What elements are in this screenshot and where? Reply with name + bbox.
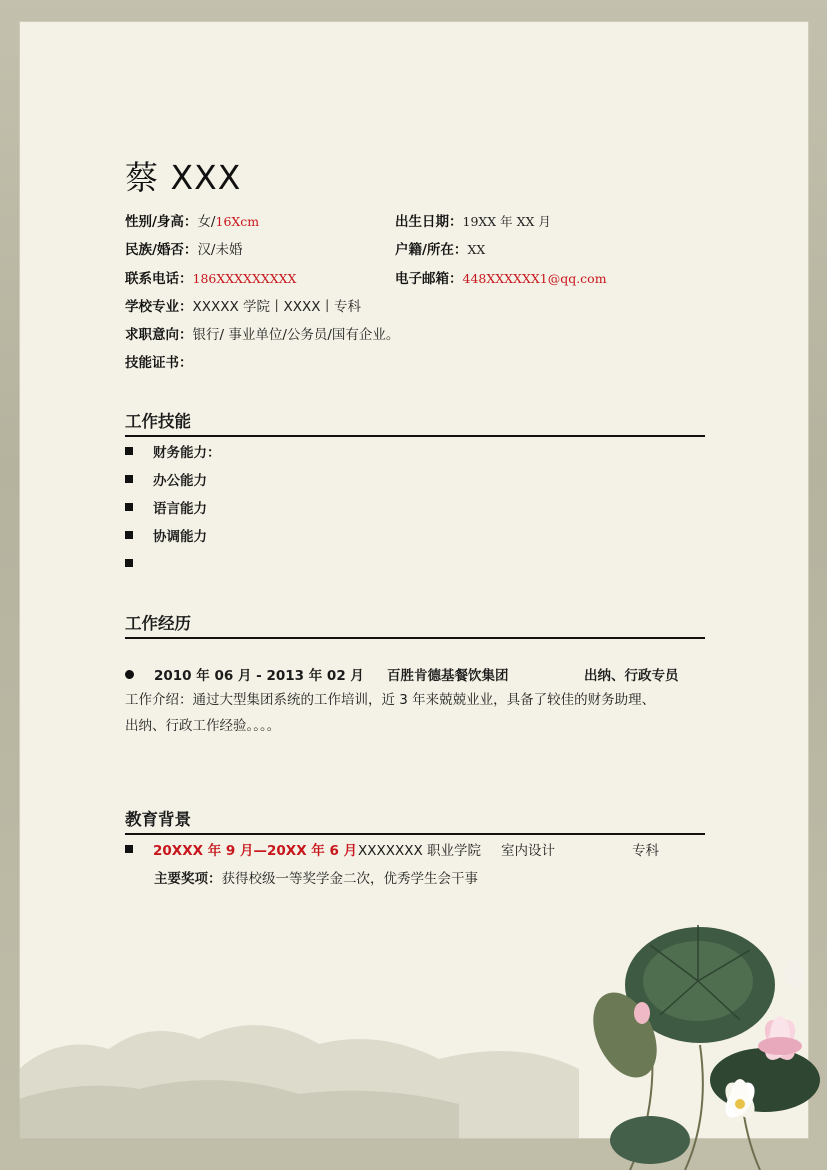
candidate-name: 蔡 XXX — [125, 158, 242, 197]
skills-section-header — [125, 412, 705, 437]
experience-intro — [125, 687, 705, 739]
phone-value[interactable]: 186XXXXXXXXX — [192, 271, 297, 286]
experience-entry — [125, 667, 364, 685]
intent-value: 银行/ 事业单位/公务员/国有企业。 — [192, 327, 400, 343]
phone-label: 联系电话： — [125, 271, 193, 287]
education-degree: 专科 — [632, 843, 659, 859]
round-bullet-icon — [125, 670, 134, 679]
school-row — [125, 298, 361, 316]
lotus-painting-decoration — [590, 905, 827, 1170]
cert-row — [125, 354, 193, 372]
square-bullet-icon — [125, 503, 133, 511]
square-bullet-icon — [125, 475, 133, 483]
skill-item-label: 协调能力 — [153, 529, 207, 545]
ethnic-value: 汉/未婚 — [197, 242, 243, 258]
cert-label: 技能证书： — [125, 355, 193, 371]
experience-period: 2010 年 06 月 - 2013 年 02 月 — [154, 668, 364, 684]
email-label: 电子邮箱： — [395, 271, 463, 287]
hukou-row — [395, 241, 485, 259]
skill-item — [125, 500, 207, 518]
gender-height-label: 性别/身高： — [125, 214, 198, 230]
education-period: 20XXX 年 9 月—20XX 年 6 月 — [153, 843, 358, 859]
phone-row — [125, 270, 296, 288]
experience-intro-line: 工作介绍：通过大型集团系统的工作培训，近 3 年来兢兢业业，具备了较佳的财务助理、 — [125, 692, 656, 708]
birth-row — [395, 213, 551, 231]
height-value: 16Xcm — [215, 214, 260, 229]
awards-value: 获得校级一等奖学金二次，优秀学生会干事 — [221, 871, 478, 887]
experience-company: 百胜肯德基餐饮集团 — [387, 668, 509, 684]
awards-row — [154, 870, 478, 888]
school-label: 学校专业： — [125, 299, 193, 315]
experience-intro-line: 出纳、行政工作经验。。。。 — [125, 718, 281, 734]
hukou-label: 户籍/所在： — [395, 242, 468, 258]
email-row — [395, 270, 607, 288]
skill-item — [125, 556, 153, 574]
gender-height-row — [125, 213, 259, 231]
square-bullet-icon — [125, 447, 133, 455]
intent-label: 求职意向： — [125, 327, 193, 343]
square-bullet-icon — [125, 559, 133, 567]
email-value[interactable]: 448XXXXXX1@qq.com — [462, 271, 607, 286]
education-major: 室内设计 — [501, 843, 555, 859]
ethnic-row — [125, 241, 243, 259]
skill-item-label: 语言能力 — [153, 501, 207, 517]
awards-label: 主要奖项： — [154, 871, 222, 887]
experience-position: 出纳、行政专员 — [584, 668, 679, 684]
skills-title: 工作技能 — [125, 412, 191, 431]
education-school: XXXXXXX 职业学院 — [358, 843, 482, 859]
ethnic-label: 民族/婚否： — [125, 242, 198, 258]
square-bullet-icon — [125, 845, 133, 853]
skill-item-label: 办公能力 — [153, 473, 207, 489]
gender-value: 女/ — [197, 214, 216, 230]
school-value: XXXXX 学院丨XXXX丨专科 — [192, 299, 362, 315]
education-section-header — [125, 810, 705, 835]
square-bullet-icon — [125, 531, 133, 539]
birth-label: 出生日期： — [395, 214, 463, 230]
skill-item — [125, 472, 207, 490]
education-entry — [125, 842, 357, 860]
intent-row — [125, 326, 399, 344]
skill-item-label: 财务能力： — [153, 445, 221, 461]
experience-title: 工作经历 — [125, 614, 191, 633]
education-title: 教育背景 — [125, 810, 191, 829]
hukou-value: XX — [467, 242, 486, 257]
experience-section-header — [125, 614, 705, 639]
birth-value: 19XX 年 XX 月 — [462, 214, 551, 229]
skill-item — [125, 444, 221, 462]
skill-item — [125, 528, 207, 546]
